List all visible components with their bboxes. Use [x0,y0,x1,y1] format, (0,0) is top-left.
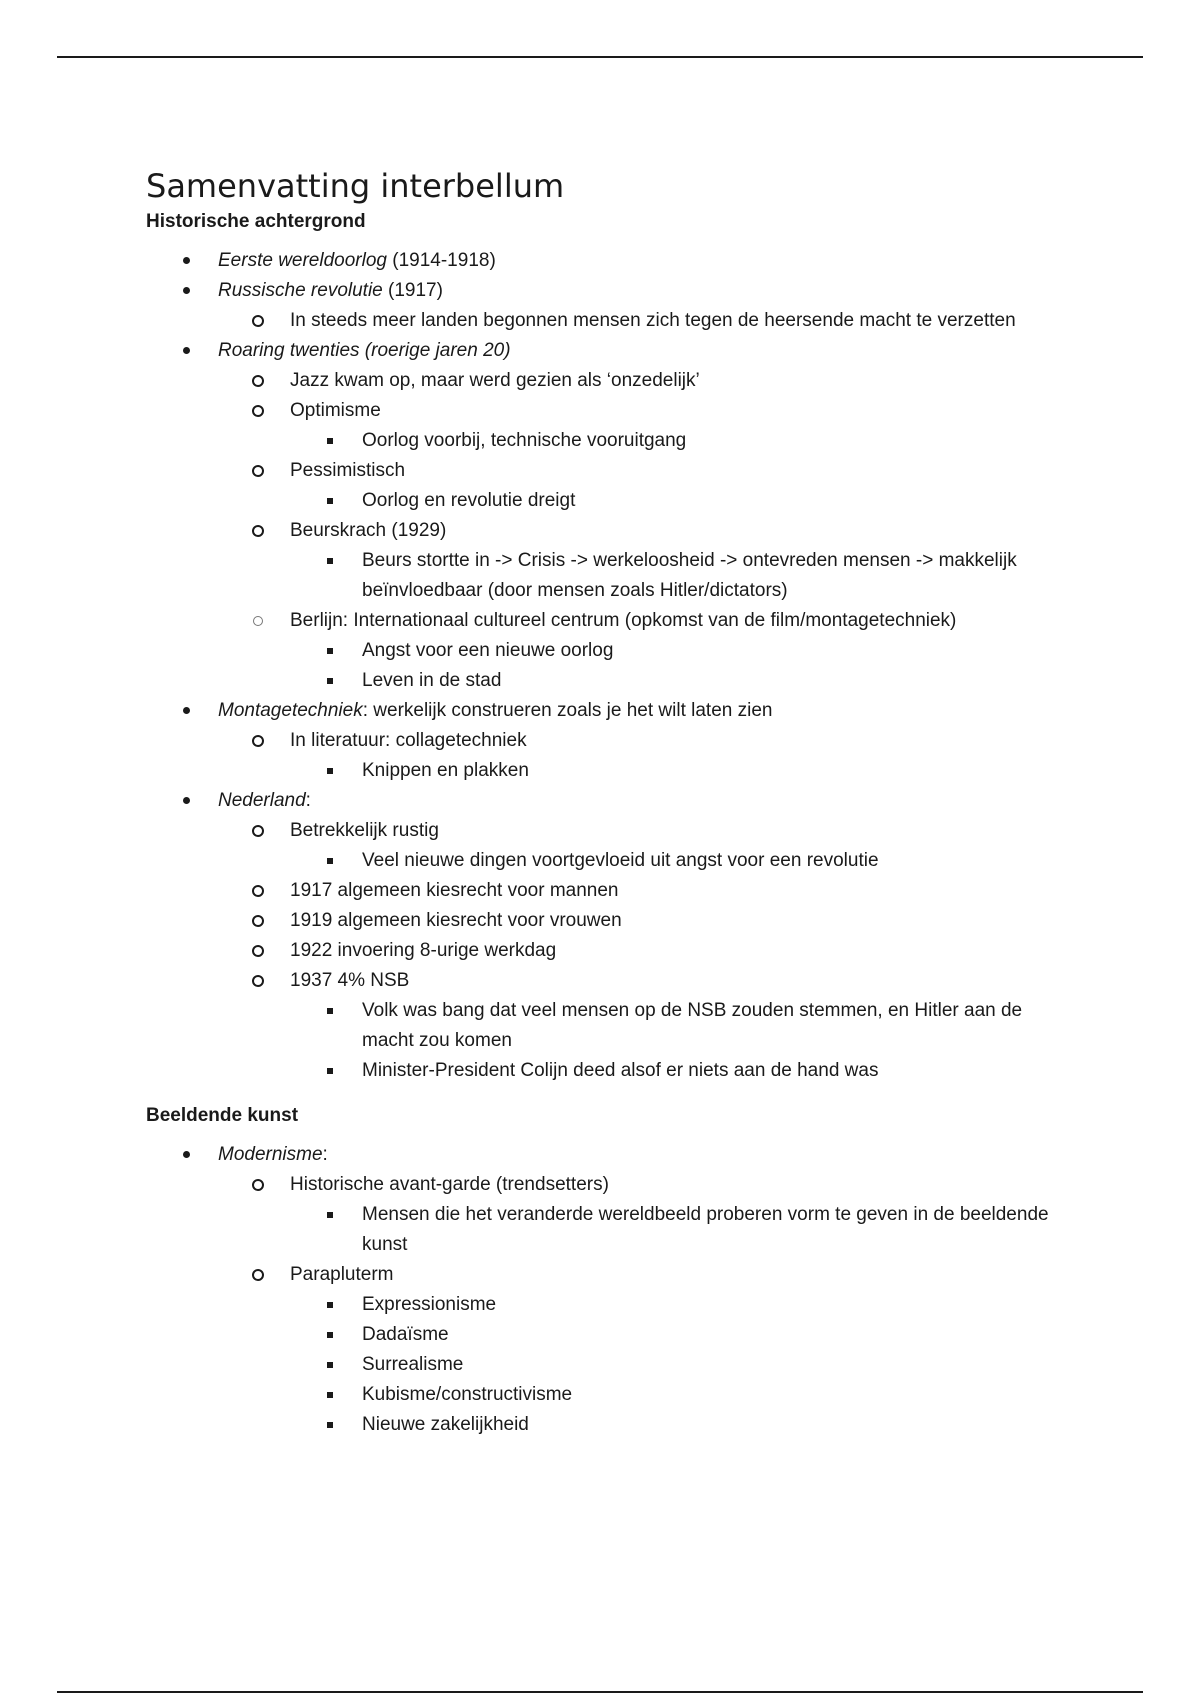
list-item: Jazz kwam op, maar werd gezien als ‘onzedelijk’ [146,366,1066,396]
bullet-square-icon [320,1350,340,1380]
list-item: Oorlog voorbij, technische vooruitgang [146,426,1066,456]
footer-rule [57,1691,1143,1693]
list-item: Russische revolutie (1917) [146,276,1066,306]
list-item: Knippen en plakken [146,756,1066,786]
list-item: Roaring twenties (roerige jaren 20) [146,336,1066,366]
list-item: Modernisme: [146,1140,1066,1170]
list-item: 1922 invoering 8-urige werkdag [146,936,1066,966]
document-body [146,164,1066,1440]
bullet-square-icon [320,1380,340,1410]
bullet-circle-icon [248,1260,268,1290]
header-rule [57,56,1143,58]
bullet-dot-icon [176,276,196,306]
bullet-circle-icon [248,306,268,336]
list-item: 1917 algemeen kiesrecht voor mannen [146,876,1066,906]
bullet-square-icon [320,666,340,696]
bullet-circle-icon [248,936,268,966]
bullet-circle-icon [248,516,268,546]
list-item: Volk was bang dat veel mensen op de NSB zouden stemmen, en Hitler aan de macht zou komen [146,996,1066,1056]
list-item: Angst voor een nieuwe oorlog [146,636,1066,666]
list-item: Veel nieuwe dingen voortgevloeid uit angst voor een revolutie [146,846,1066,876]
bullet-dot-icon [176,336,196,366]
bullet-circle-icon [248,606,268,636]
bullet-square-icon [320,1410,340,1440]
bullet-square-icon [320,486,340,516]
list-item: Nederland: [146,786,1066,816]
bullet-circle-icon [248,966,268,996]
bullet-dot-icon [176,1140,196,1170]
bullet-square-icon [320,846,340,876]
list-item: Beurs stortte in -> Crisis -> werkeloosheid -> ontevreden mensen -> makkelijk beïnvloedbaar (door mensen zoals Hitler/dictators) [146,546,1066,606]
list-item: Beurskrach (1929) [146,516,1066,546]
list-item: Leven in de stad [146,666,1066,696]
list-item: 1919 algemeen kiesrecht voor vrouwen [146,906,1066,936]
bullet-circle-icon [248,1170,268,1200]
bullet-square-icon [320,996,340,1026]
bullet-dot-icon [176,696,196,726]
list-item: In steeds meer landen begonnen mensen zich tegen de heersende macht te verzetten [146,306,1066,336]
bullet-square-icon [320,1320,340,1350]
bullet-dot-icon [176,246,196,276]
list-item: Berlijn: Internationaal cultureel centrum (opkomst van de film/montagetechniek) [146,606,1066,636]
list-item: Parapluterm [146,1260,1066,1290]
bullet-square-icon [320,546,340,576]
bullet-square-icon [320,756,340,786]
list-item: Pessimistisch [146,456,1066,486]
bullet-circle-icon [248,456,268,486]
list-item: Optimisme [146,396,1066,426]
list-item: Nieuwe zakelijkheid [146,1410,1066,1440]
list-item: Surrealisme [146,1350,1066,1380]
list-item: Kubisme/constructivisme [146,1380,1066,1410]
beeldende-kunst-list [146,1140,1066,1440]
bullet-dot-icon [176,786,196,816]
bullet-circle-icon [248,906,268,936]
bullet-circle-icon [248,876,268,906]
list-item: Oorlog en revolutie dreigt [146,486,1066,516]
page-title: Samenvatting interbellum [146,167,565,205]
list-item: Minister-President Colijn deed alsof er niets aan de hand was [146,1056,1066,1086]
list-item: In literatuur: collagetechniek [146,726,1066,756]
list-item: Mensen die het veranderde wereldbeeld proberen vorm te geven in de beeldende kunst [146,1200,1066,1260]
list-item: Expressionisme [146,1290,1066,1320]
bullet-circle-icon [248,366,268,396]
list-item: Dadaïsme [146,1320,1066,1350]
section-heading-beeldende-kunst: Beeldende kunst [146,1105,299,1126]
list-item: Historische avant-garde (trendsetters) [146,1170,1066,1200]
bullet-square-icon [320,1056,340,1086]
list-item: 1937 4% NSB [146,966,1066,996]
section-heading-historische-achtergrond: Historische achtergrond [146,211,366,232]
bullet-circle-icon [248,396,268,426]
bullet-circle-icon [248,816,268,846]
list-item: Eerste wereldoorlog (1914-1918) [146,246,1066,276]
list-item: Betrekkelijk rustig [146,816,1066,846]
bullet-square-icon [320,636,340,666]
bullet-square-icon [320,1290,340,1320]
bullet-square-icon [320,426,340,456]
list-item: Montagetechniek: werkelijk construeren zoals je het wilt laten zien [146,696,1066,726]
historische-achtergrond-list [146,246,1066,1086]
bullet-square-icon [320,1200,340,1230]
bullet-circle-icon [248,726,268,756]
